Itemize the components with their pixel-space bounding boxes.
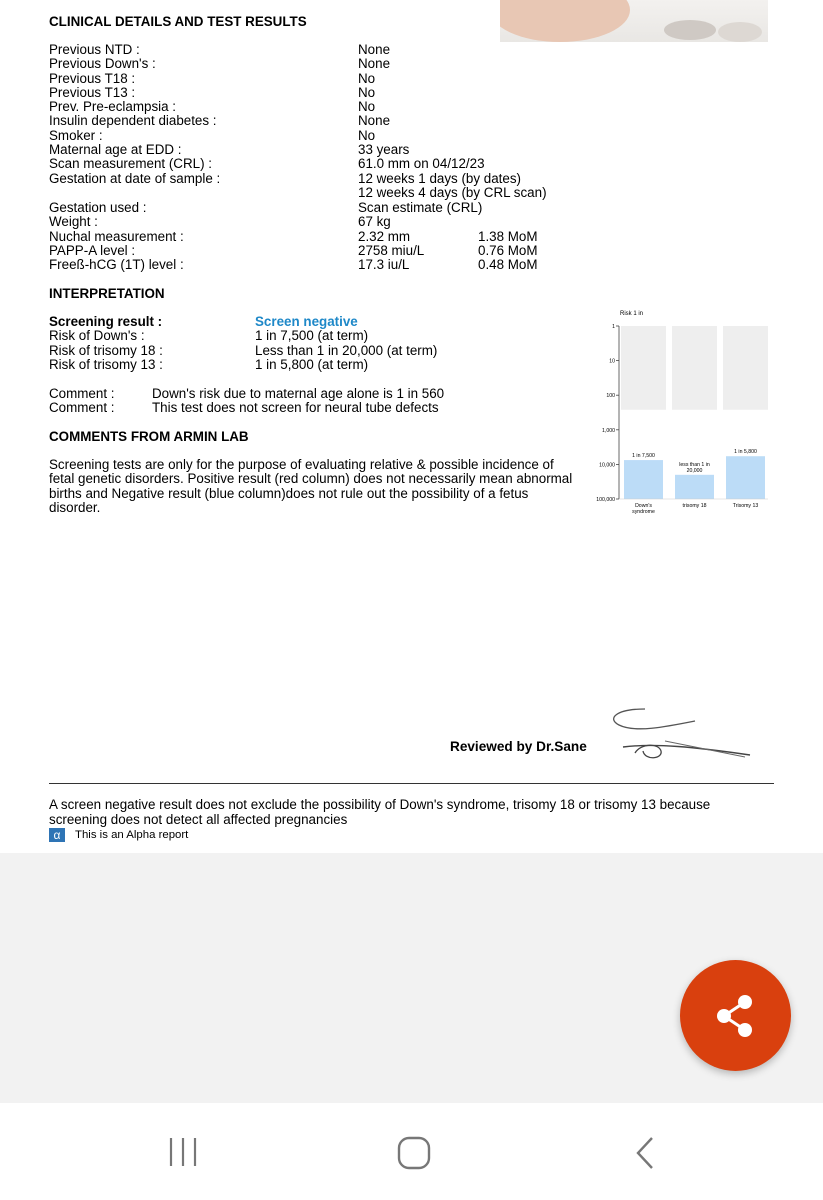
- label-risk-t18: Risk of trisomy 18 :: [49, 342, 163, 358]
- bar-data-label: less than 1 in: [679, 461, 710, 468]
- label-diabetes: Insulin dependent diabetes :: [49, 113, 217, 129]
- chart-background-column: [723, 326, 768, 410]
- interpretation-values: [255, 315, 437, 372]
- clinical-labels: [49, 43, 220, 186]
- value-hcg: 17.3 iu/L: [358, 257, 410, 273]
- label-pappa: PAPP-A level :: [49, 242, 136, 258]
- disclaimer: [49, 797, 769, 827]
- label-previous-ntd: Previous NTD :: [49, 42, 140, 57]
- label-maternal-age: Maternal age at EDD :: [49, 142, 182, 158]
- value-pre-eclampsia: No: [358, 99, 376, 115]
- navigation-bar: [0, 1103, 823, 1200]
- y-tick-label: 1,000: [602, 427, 615, 434]
- share-button[interactable]: [680, 960, 791, 1071]
- comment-label-2: Comment :: [49, 400, 115, 416]
- comment-label-1: Comment :: [49, 386, 115, 401]
- clinical-details-heading: CLINICAL DETAILS AND TEST RESULTS: [49, 14, 307, 29]
- label-weight: Weight :: [49, 214, 98, 230]
- y-tick-label: 100: [606, 393, 615, 400]
- label-pre-eclampsia: Prev. Pre-eclampsia :: [49, 99, 177, 115]
- label-nuchal: Nuchal measurement :: [49, 228, 184, 244]
- label-gestation-used: Gestation used :: [49, 200, 147, 215]
- value-previous-ntd: None: [358, 42, 391, 57]
- lab-comment-line: births and Negative result (blue column)does not rule out the possibility of a fetus: [49, 485, 529, 501]
- chart-title: Risk 1 in: [620, 311, 644, 317]
- share-icon: [680, 960, 791, 1071]
- risk-chart: [588, 306, 778, 530]
- value-previous-t18: No: [358, 70, 376, 86]
- bar-data-label: 20,000: [686, 467, 703, 474]
- divider: [49, 783, 774, 784]
- lab-comment-line: disorder.: [49, 499, 101, 515]
- bar-data-label: 1 in 7,500: [632, 453, 655, 460]
- value-nuchal: 2.32 mm: [358, 228, 411, 244]
- category-label: syndrome: [632, 509, 655, 515]
- alpha-icon: α: [49, 828, 65, 842]
- label-smoker: Smoker :: [49, 127, 103, 143]
- signature: [605, 703, 755, 763]
- risk-bar: [624, 460, 663, 499]
- value-pappa: 2758 miu/L: [358, 242, 425, 258]
- clinical-values: [358, 43, 547, 200]
- label-gestation-sample: Gestation at date of sample :: [49, 170, 221, 186]
- baby-image: [500, 0, 768, 42]
- recent-apps-icon[interactable]: [165, 1136, 205, 1170]
- value-smoker: No: [358, 127, 376, 143]
- label-previous-t13: Previous T13 :: [49, 84, 136, 100]
- value-previous-t13: No: [358, 84, 376, 100]
- mom-nuchal: 1.38 MoM: [478, 228, 538, 244]
- disclaimer-line: A screen negative result does not exclude the possibility of Down's syndrome, trisomy 18 or trisomy 13 because: [49, 797, 711, 812]
- measure-labels: [49, 201, 184, 272]
- label-previous-t18: Previous T18 :: [49, 70, 136, 86]
- bar-data-label: 1 in 5,800: [734, 449, 757, 456]
- back-icon[interactable]: [630, 1134, 660, 1172]
- mom-hcg: 0.48 MoM: [478, 257, 538, 273]
- y-tick-label: 10: [609, 358, 615, 365]
- comment-ntd: This test does not screen for neural tube defects: [152, 400, 439, 416]
- chart-background-column: [672, 326, 717, 410]
- value-risk-downs: 1 in 7,500 (at term): [255, 328, 369, 344]
- value-previous-downs: None: [358, 56, 391, 72]
- value-gestation-crl: 12 weeks 4 days (by CRL scan): [358, 184, 547, 200]
- label-hcg: Freeß-hCG (1T) level :: [49, 257, 184, 273]
- baby-photo: [500, 0, 768, 42]
- alpha-note: [49, 828, 188, 842]
- value-diabetes: None: [358, 113, 391, 129]
- lab-comment: [49, 458, 572, 515]
- label-scan-measurement: Scan measurement (CRL) :: [49, 156, 212, 172]
- value-risk-t13: 1 in 5,800 (at term): [255, 356, 369, 372]
- y-tick-label: 100,000: [596, 497, 615, 503]
- label-previous-downs: Previous Down's :: [49, 56, 156, 72]
- chart-background-column: [621, 326, 666, 410]
- value-weight: 67 kg: [358, 214, 391, 230]
- lab-comment-line: fetal genetic disorders. Positive result (red column) does not necessarily mean abnormal: [49, 471, 573, 487]
- category-label: Down's: [635, 503, 652, 509]
- comment-maternal-age: Down's risk due to maternal age alone is 1 in 560: [152, 386, 445, 401]
- lab-comment-line: Screening tests are only for the purpose of evaluating relative & possible incidence of: [49, 457, 554, 472]
- risk-bar: [675, 475, 714, 499]
- category-label: Trisomy 13: [732, 503, 759, 509]
- alpha-note-text: This is an Alpha report: [75, 829, 189, 842]
- risk-bar: [726, 456, 765, 499]
- home-icon[interactable]: [394, 1134, 434, 1172]
- y-tick-label: 10,000: [599, 462, 615, 469]
- measure-values: [358, 201, 482, 272]
- mom-values: [478, 230, 538, 273]
- value-scan-measurement: 61.0 mm on 04/12/23: [358, 156, 485, 172]
- reviewed-by: Reviewed by Dr.Sane: [450, 739, 587, 754]
- value-maternal-age: 33 years: [358, 142, 410, 158]
- label-risk-t13: Risk of trisomy 13 :: [49, 356, 163, 372]
- interpretation-heading: INTERPRETATION: [49, 286, 165, 301]
- value-risk-t18: Less than 1 in 20,000 (at term): [255, 342, 438, 358]
- disclaimer-line: screening does not detect all affected pregnancies: [49, 812, 348, 827]
- comment-labels: [49, 387, 114, 416]
- comments-heading: COMMENTS FROM ARMIN LAB: [49, 429, 249, 444]
- category-label: trisomy 18: [682, 503, 707, 509]
- comment-values: [152, 387, 444, 416]
- label-screening-result: Screening result :: [49, 314, 163, 329]
- value-gestation-dates: 12 weeks 1 days (by dates): [358, 170, 522, 186]
- mom-pappa: 0.76 MoM: [478, 242, 538, 258]
- screening-result-value: Screen negative: [255, 314, 358, 329]
- value-gestation-used: Scan estimate (CRL): [358, 200, 483, 215]
- y-tick-label: 1: [612, 324, 615, 330]
- label-risk-downs: Risk of Down's :: [49, 328, 145, 344]
- interpretation-labels: [49, 315, 163, 372]
